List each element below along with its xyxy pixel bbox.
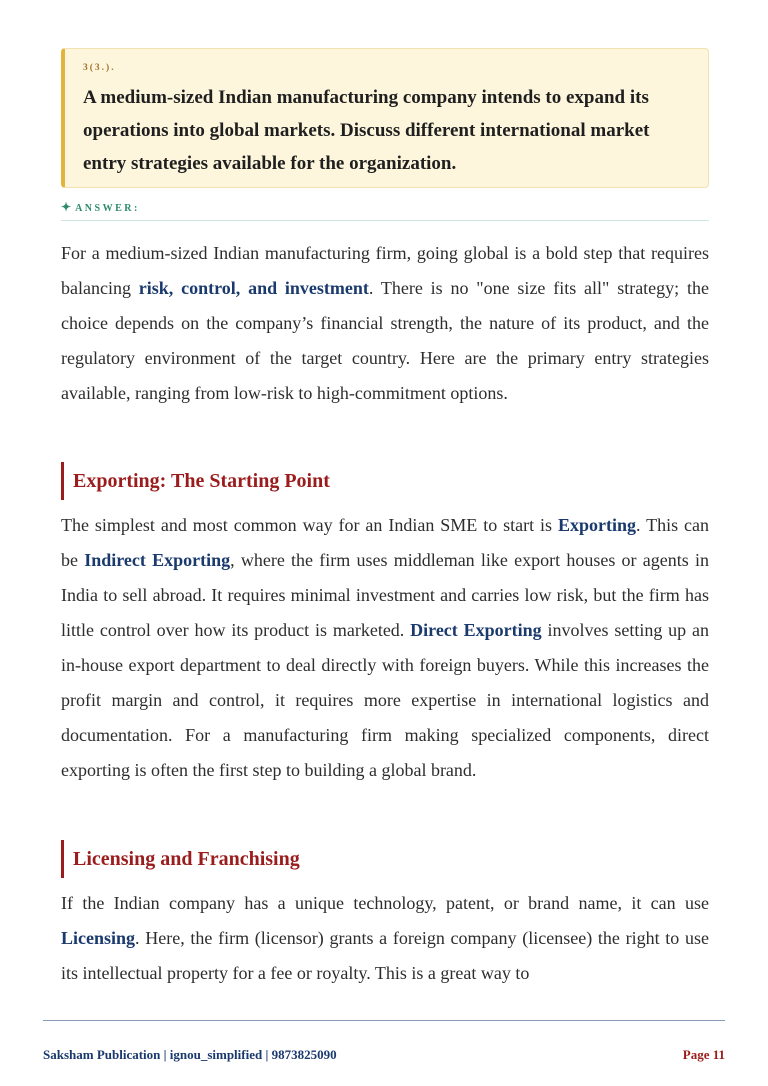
intro-text-2: . There is no "one size fits all" strategy; the choice depends on the company’s financial strength, the nature of its product, and the regulatory environment of the target country. Here are the primary entry strategies available, ranging from low-risk to high-commitment options. (61, 278, 709, 403)
intro-text-1: For a medium-sized Indian manufacturing firm, going global is a bold step that requires balancing (61, 243, 709, 298)
exporting-text-1: The simplest and most common way for an Indian SME to start is (61, 515, 558, 535)
answer-divider (61, 220, 709, 221)
exporting-paragraph (61, 508, 709, 788)
licensing-paragraph (61, 886, 709, 991)
exporting-bold-2: Indirect Exporting (84, 550, 231, 570)
exporting-text-3: , where the firm uses middleman like export houses or agents in India to sell abroad. It requires minimal investment and carries low risk, but the firm has little control over how its product is marketed. (61, 550, 709, 640)
question-text: A medium-sized Indian manufacturing company intends to expand its operations into global markets. Discuss different international market entry strategies available for the organization. (83, 87, 650, 174)
sparkle-icon: ✦ (61, 200, 72, 214)
footer-publisher: Saksham Publication | ignou_simplified | 9873825090 (43, 1047, 337, 1062)
exporting-bold-1: Exporting (557, 515, 636, 535)
question-box (61, 48, 709, 188)
answer-label (61, 200, 140, 215)
exporting-text-2: . This can be (61, 515, 710, 570)
page-number: Page 11 (682, 1047, 725, 1062)
section-heading-licensing: Licensing and Franchising (61, 840, 300, 878)
exporting-bold-3: Direct Exporting (410, 620, 542, 640)
exporting-text-4: involves setting up an in-house export department to deal directly with foreign buyers. While this increases the profit margin and control, it requires more expertise in international logistics and documentation. For a manufacturing firm making specialized components, direct exporting is often the first step to building a global brand. (61, 620, 709, 780)
licensing-bold-1: Licensing (61, 928, 136, 948)
licensing-text-1: If the Indian company has a unique technology, patent, or brand name, it can use (61, 893, 709, 913)
footer-divider (43, 1020, 725, 1021)
intro-paragraph (61, 236, 709, 411)
intro-bold-1: risk, control, and investment (138, 278, 369, 298)
section-heading-exporting: Exporting: The Starting Point (61, 462, 330, 500)
question-number: 3(3.). (83, 63, 116, 73)
licensing-text-2: . Here, the firm (licensor) grants a foreign company (licensee) the right to use its intellectual property for a fee or royalty. This is a great way to (61, 928, 709, 983)
answer-label-text: ANSWER: (75, 203, 140, 214)
